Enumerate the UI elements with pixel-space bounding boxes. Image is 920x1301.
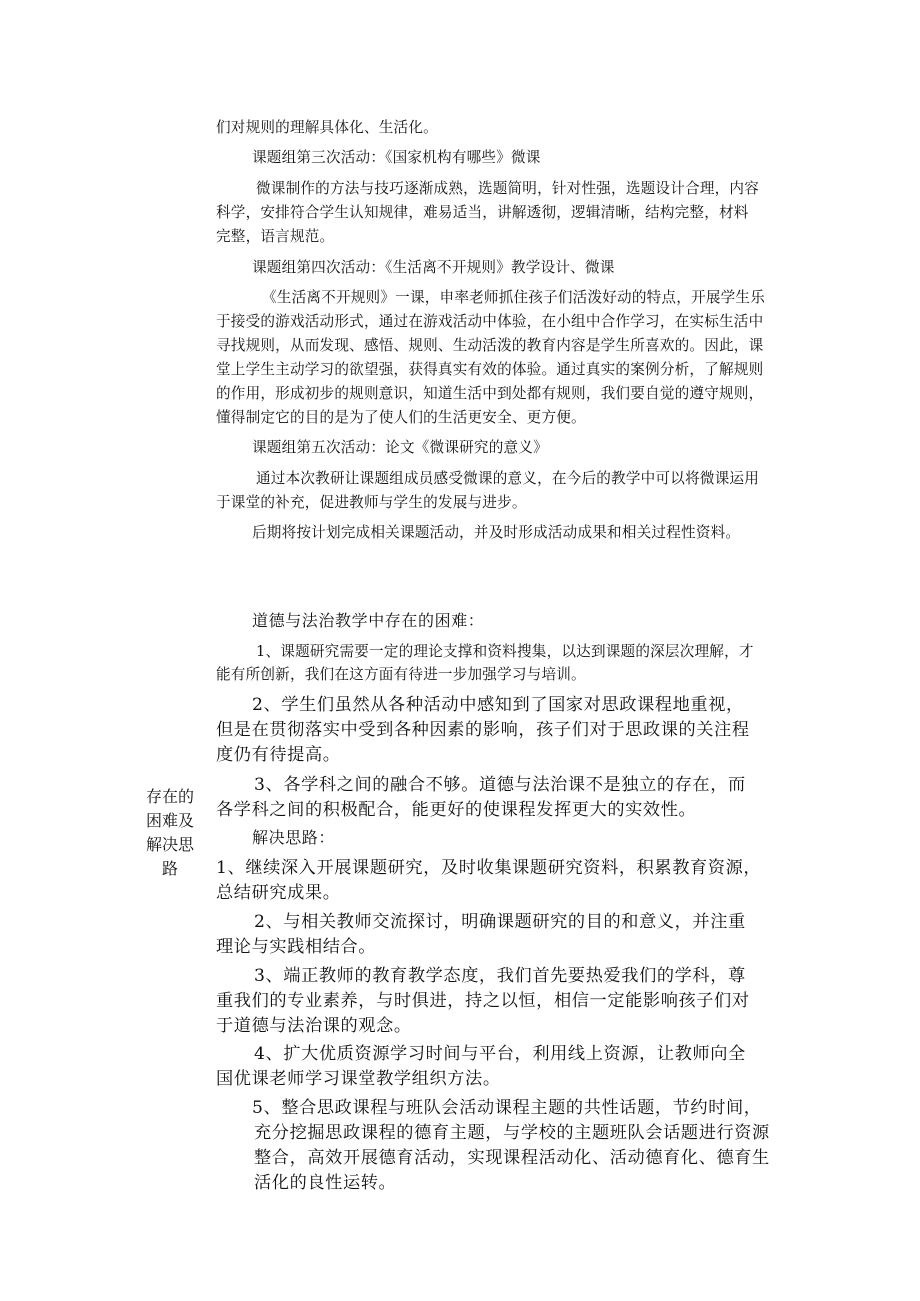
text-line: 3、各学科之间的融合不够。道德与法治课不是独立的存在，而 <box>254 775 746 795</box>
text-line: 完整，语言规范。 <box>216 228 335 245</box>
text-line: 活化的良性运转。 <box>254 1173 397 1193</box>
activity-5-title: 课题组第五次活动：论文《微课研究的意义》 <box>252 439 548 456</box>
text-line: 2、学生们虽然从各种活动中感知到了国家对思政课程地重视， <box>252 695 744 715</box>
text-line: 国优课老师学习课堂教学组织方法。 <box>216 1069 501 1089</box>
difficulties-title: 道德与法治教学中存在的困难： <box>252 611 485 630</box>
text-line: 于课堂的补充，促进教师与学生的发展与进步。 <box>216 494 527 511</box>
text-line: 寻找规则，从而发现、感悟、规则、生动活泼的教育内容是学生所喜欢的。因此，课 <box>216 337 764 354</box>
text-line: 4、扩大优质资源学习时间与平台，利用线上资源，让教师向全 <box>254 1044 746 1064</box>
text-line: 能有所创新，我们在这方面有待进一步加强学习与培训。 <box>216 666 586 683</box>
section-side-label: 存在的困难及解决思路 <box>145 787 194 878</box>
text-line: 度仍有待提高。 <box>216 745 341 765</box>
text-line: 总结研究成果。 <box>216 883 341 903</box>
text-line: 懂得制定它的目的是为了使人们的生活更安全、更方便。 <box>216 409 586 426</box>
text-line: 各学科之间的积极配合，能更好的使课程发挥更大的实效性。 <box>216 800 697 820</box>
text-line: 后期将按计划完成相关课题活动，并及时形成活动成果和相关过程性资料。 <box>252 524 741 541</box>
text-line: 理论与实践相结合。 <box>216 937 377 957</box>
text-line: 整合，高效开展德育活动，实现课程活动化、活动德育化、德育生 <box>254 1148 770 1168</box>
text-line: 1、继续深入开展课题研究，及时收集课题研究资料，积累教育资源， <box>216 858 762 878</box>
text-line: 于道德与法治课的观念。 <box>216 1016 412 1036</box>
activity-3-title: 课题组第三次活动：《国家机构有哪些》微课 <box>252 149 541 166</box>
text-line: 重我们的专业素养，与时俱进，持之以恒，相信一定能影响孩子们对 <box>216 991 750 1011</box>
text-line: 5、整合思政课程与班队会活动课程主题的共性话题，节约时间， <box>252 1098 762 1118</box>
text-line: 们对规则的理解具体化、生活化。 <box>216 119 438 136</box>
text-line: 通过本次教研让课题组成员感受微课的意义，在今后的教学中可以将微课运用 <box>256 470 759 487</box>
text-line: 《生活离不开规则》一课，申率老师抓住孩子们活泼好动的特点，开展学生乐 <box>262 289 765 306</box>
text-line: 微课制作的方法与技巧逐渐成熟，选题简明，针对性强，选题设计合理，内容 <box>256 180 759 197</box>
text-line: 堂上学生主动学习的欲望强，获得真实有效的体验。通过真实的案例分析，了解规则 <box>216 361 764 378</box>
text-line: 充分挖掘思政课程的德育主题，与学校的主题班队会话题进行资源 <box>254 1123 770 1143</box>
activity-4-title: 课题组第四次活动：《生活离不开规则》教学设计、微课 <box>252 259 615 276</box>
text-line: 2、与相关教师交流探讨，明确课题研究的目的和意义，并注重 <box>254 912 746 932</box>
text-line: 科学，安排符合学生认知规律，难易适当，讲解透彻，逻辑清晰，结构完整，材料 <box>216 204 749 221</box>
text-line: 1、课题研究需要一定的理论支撑和资料搜集，以达到课题的深层次理解，才 <box>256 643 754 660</box>
text-line: 于接受的游戏活动形式，通过在游戏活动中体验，在小组中合作学习，在实标生活中 <box>216 313 764 330</box>
text-line: 但是在贯彻落实中受到各种因素的影响，孩子们对于思政课的关注程 <box>216 720 750 740</box>
text-line: 的作用，形成初步的规则意识，知道生活中到处都有规则，我们要自觉的遵守规则， <box>216 385 764 402</box>
text-line: 3、端正教师的教育教学态度，我们首先要热爱我们的学科，尊 <box>254 966 746 986</box>
solutions-title: 解决思路： <box>252 828 336 847</box>
